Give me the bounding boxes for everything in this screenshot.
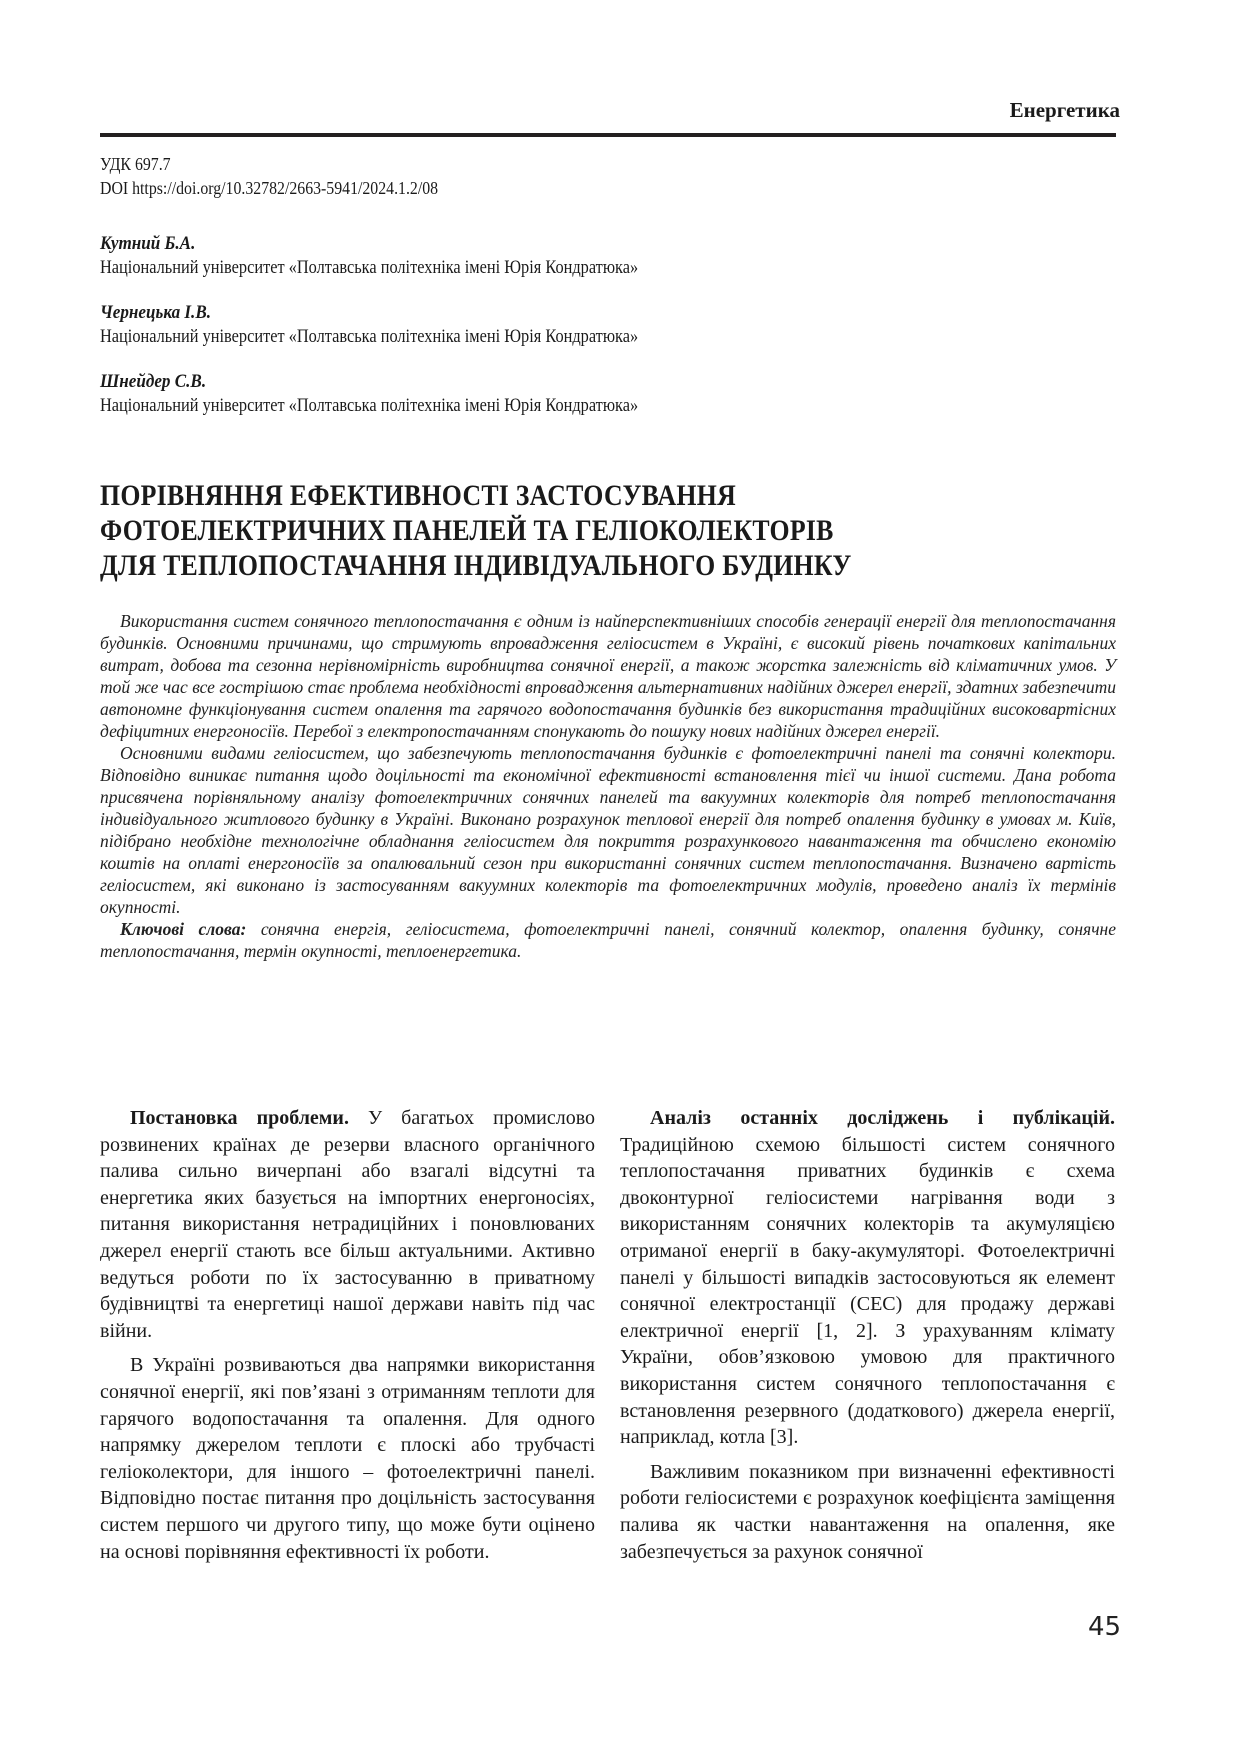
- section-heading-problem: Постановка проблеми.: [130, 1107, 349, 1129]
- body-paragraph: [620, 1105, 1115, 1451]
- body-paragraph: [100, 1105, 595, 1344]
- article-title: [100, 478, 960, 583]
- running-head-section: Енергетика: [1009, 98, 1120, 122]
- paragraph-text: Традиційною схемою більшості систем сонячного теплопостачання приватних будинків є схема двоконтурної геліосистеми нагрівання води з використанням сонячних колекторів та акумуляцією отриманої енергії в баку-акумуляторі. Фотоелектричні панелі у більшості випадків застосовуються як елемент сонячної електростанції (СЕС) для продажу державі електричної енергії [1, 2]. З урахуванням клімату України, обов’язковою умовою для практичного використання систем сонячного теплопостачання є встановлення резервного (додаткового) джерела енергії, наприклад, котла [3].: [620, 1133, 1115, 1449]
- body-column-right: [620, 1105, 1115, 1573]
- udk-code: УДК 697.7: [100, 154, 171, 174]
- abstract-paragraph: Використання систем сонячного теплопостачання є одним із найперспективніших способів генерації енергії для теплопостачання будинків. Основними причинами, що стримують впровадження геліосистем в Україні, є високий рівень початкових капітальних витрат, добова та сезонна нерівномірність виробництва сонячної енергії, а також жорстка залежність від кліматичних умов. У той же час все гострішою стає проблема необхідності впровадження альтернативних надійних джерел енергії, здатних забезпечити автономне функціонування систем опалення та гарячого водопостачання будинків без використання традиційних високовартісних дефіцитних енергоносіїв. Перебої з електропостачанням спонукають до пошуку нових надійних джерел енергії.: [100, 611, 1116, 741]
- abstract: [100, 610, 1116, 962]
- paragraph-text: У багатьох промислово розвинених країнах де резерви власного органічного палива сильно вичерпані або взагалі відсутні та енергетика яких базується на імпортних енергоносіях, питання використання нетрадиційних і поновлюваних джерел енергії стають все більш актуальними. Активно ведуться роботи по їх застосуванню в приватному будівництві та енергетиці нашої держави навіть під час війни.: [100, 1107, 595, 1342]
- abstract-paragraph: Основними видами геліосистем, що забезпечують теплопостачання будинків є фотоелектричні панелі та сонячні колектори. Відповідно виникає питання щодо доцільності та економічної ефективності встановлення тієї чи іншої системи. Дана робота присвячена порівняльному аналізу фотоелектричних сонячних панелей та вакуумних колекторів для потреб теплопостачання індивідуального житлового будинку в Україні. Виконано розрахунок теплової енергії для потреб опалення будинку в умовах м. Київ, підібрано необхідне технологічне обладнання геліосистем для покриття розрахункового навантаження та обчислено економію коштів на оплаті енергоносіїв за опалювальний сезон при використанні сонячних систем теплопостачання. Визначено вартість геліосистем, які виконано із застосуванням вакуумних колекторів та фотоелектричних модулів, проведено аналіз їх термінів окупності.: [100, 743, 1116, 917]
- body-paragraph: В Україні розвиваються два напрямки використання сонячної енергії, які пов’язані з отриманням теплоти для гарячого водопостачання та опалення. Для одного напрямку джерелом теплоти є плоскі або трубчасті геліоколектори, для іншого – фотоелектричні панелі. Відповідно постає питання про доцільність застосування систем першого чи другого типу, що може бути оцінено на основі порівняння ефективності їх роботи.: [100, 1354, 595, 1563]
- article-meta: [100, 152, 438, 200]
- keywords: [100, 918, 1116, 962]
- doi-link[interactable]: DOI https://doi.org/10.32782/2663-5941/2024.1.2/08: [100, 178, 439, 198]
- title-line: ПОРІВНЯННЯ ЕФЕКТИВНОСТІ ЗАСТОСУВАННЯ: [100, 479, 736, 512]
- author-affiliation: Національний університет «Полтавська політехніка імені Юрія Кондратюка»: [100, 326, 639, 347]
- author-name: Шнейдер С.В.: [100, 371, 207, 392]
- keywords-label: Ключові слова:: [120, 919, 247, 939]
- title-line: ДЛЯ ТЕПЛОПОСТАЧАННЯ ІНДИВІДУАЛЬНОГО БУДИНКУ: [100, 549, 852, 582]
- keywords-text: сонячна енергія, геліосистема, фотоелектричні панелі, сонячний колектор, опалення будинку, сонячне теплопостачання, термін окупності, теплоенергетика.: [100, 919, 1116, 961]
- body-column-left: [100, 1105, 595, 1573]
- authors-list: [100, 232, 1000, 439]
- section-heading-analysis: Аналіз останніх досліджень і публікацій.: [650, 1107, 1115, 1129]
- author-entry: [100, 301, 1000, 349]
- header-rule: [100, 133, 1116, 137]
- author-entry: [100, 232, 1000, 280]
- author-affiliation: Національний університет «Полтавська політехніка імені Юрія Кондратюка»: [100, 257, 639, 278]
- body-paragraph: Важливим показником при визначенні ефективності роботи геліосистеми є розрахунок коефіцієнта заміщення палива як частки навантаження на опалення, яке забезпечується за рахунок сонячної: [620, 1460, 1115, 1563]
- author-name: Кутний Б.А.: [100, 233, 196, 254]
- author-entry: [100, 370, 1000, 418]
- title-line: ФОТОЕЛЕКТРИЧНИХ ПАНЕЛЕЙ ТА ГЕЛІОКОЛЕКТОРІВ: [100, 514, 834, 547]
- author-name: Чернецька І.В.: [100, 302, 212, 323]
- page-number: 45: [1088, 1612, 1122, 1642]
- author-affiliation: Національний університет «Полтавська політехніка імені Юрія Кондратюка»: [100, 395, 639, 416]
